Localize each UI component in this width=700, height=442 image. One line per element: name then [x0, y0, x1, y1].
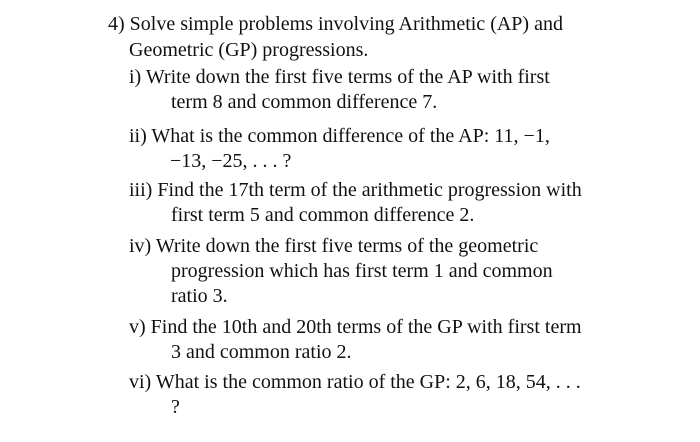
sub-question-iv-line-2: progression which has first term 1 and common: [171, 260, 553, 282]
sub-question-v: [129, 315, 582, 365]
sub-question-vi: [129, 370, 581, 420]
sub-question-v-line-1: v) Find the 10th and 20th terms of the GP with first term: [129, 316, 582, 338]
sub-question-i: [129, 65, 550, 115]
sub-question-iii-line-2: first term 5 and common difference 2.: [171, 204, 475, 226]
sub-question-v-line-2: 3 and common ratio 2.: [171, 341, 352, 363]
sub-question-iii-line-1: iii) Find the 17th term of the arithmetic progression with: [129, 179, 582, 201]
sub-question-iv-line-1: iv) Write down the first five terms of the geometric: [129, 235, 539, 257]
sub-question-i-line-2: term 8 and common difference 7.: [171, 91, 438, 113]
sub-question-iv: [129, 234, 553, 309]
question-heading-line-2: Geometric (GP) progressions.: [129, 39, 369, 61]
sub-question-vi-line-2: ?: [171, 396, 180, 418]
sub-question-iii: [129, 178, 582, 228]
sub-question-i-line-1: i) Write down the first five terms of the AP with first: [129, 66, 550, 88]
sub-question-ii-line-2: −13, −25, . . . ?: [170, 150, 292, 172]
sub-question-iv-line-3: ratio 3.: [171, 285, 228, 307]
sub-question-vi-line-1: vi) What is the common ratio of the GP: 2, 6, 18, 54, . . .: [129, 371, 581, 393]
question-heading: [108, 11, 668, 63]
question-heading-line-1: 4) Solve simple problems involving Arithmetic (AP) and: [108, 13, 563, 35]
sub-question-ii: [129, 124, 550, 174]
sub-question-ii-line-1: ii) What is the common difference of the AP: 11, −1,: [129, 125, 550, 147]
